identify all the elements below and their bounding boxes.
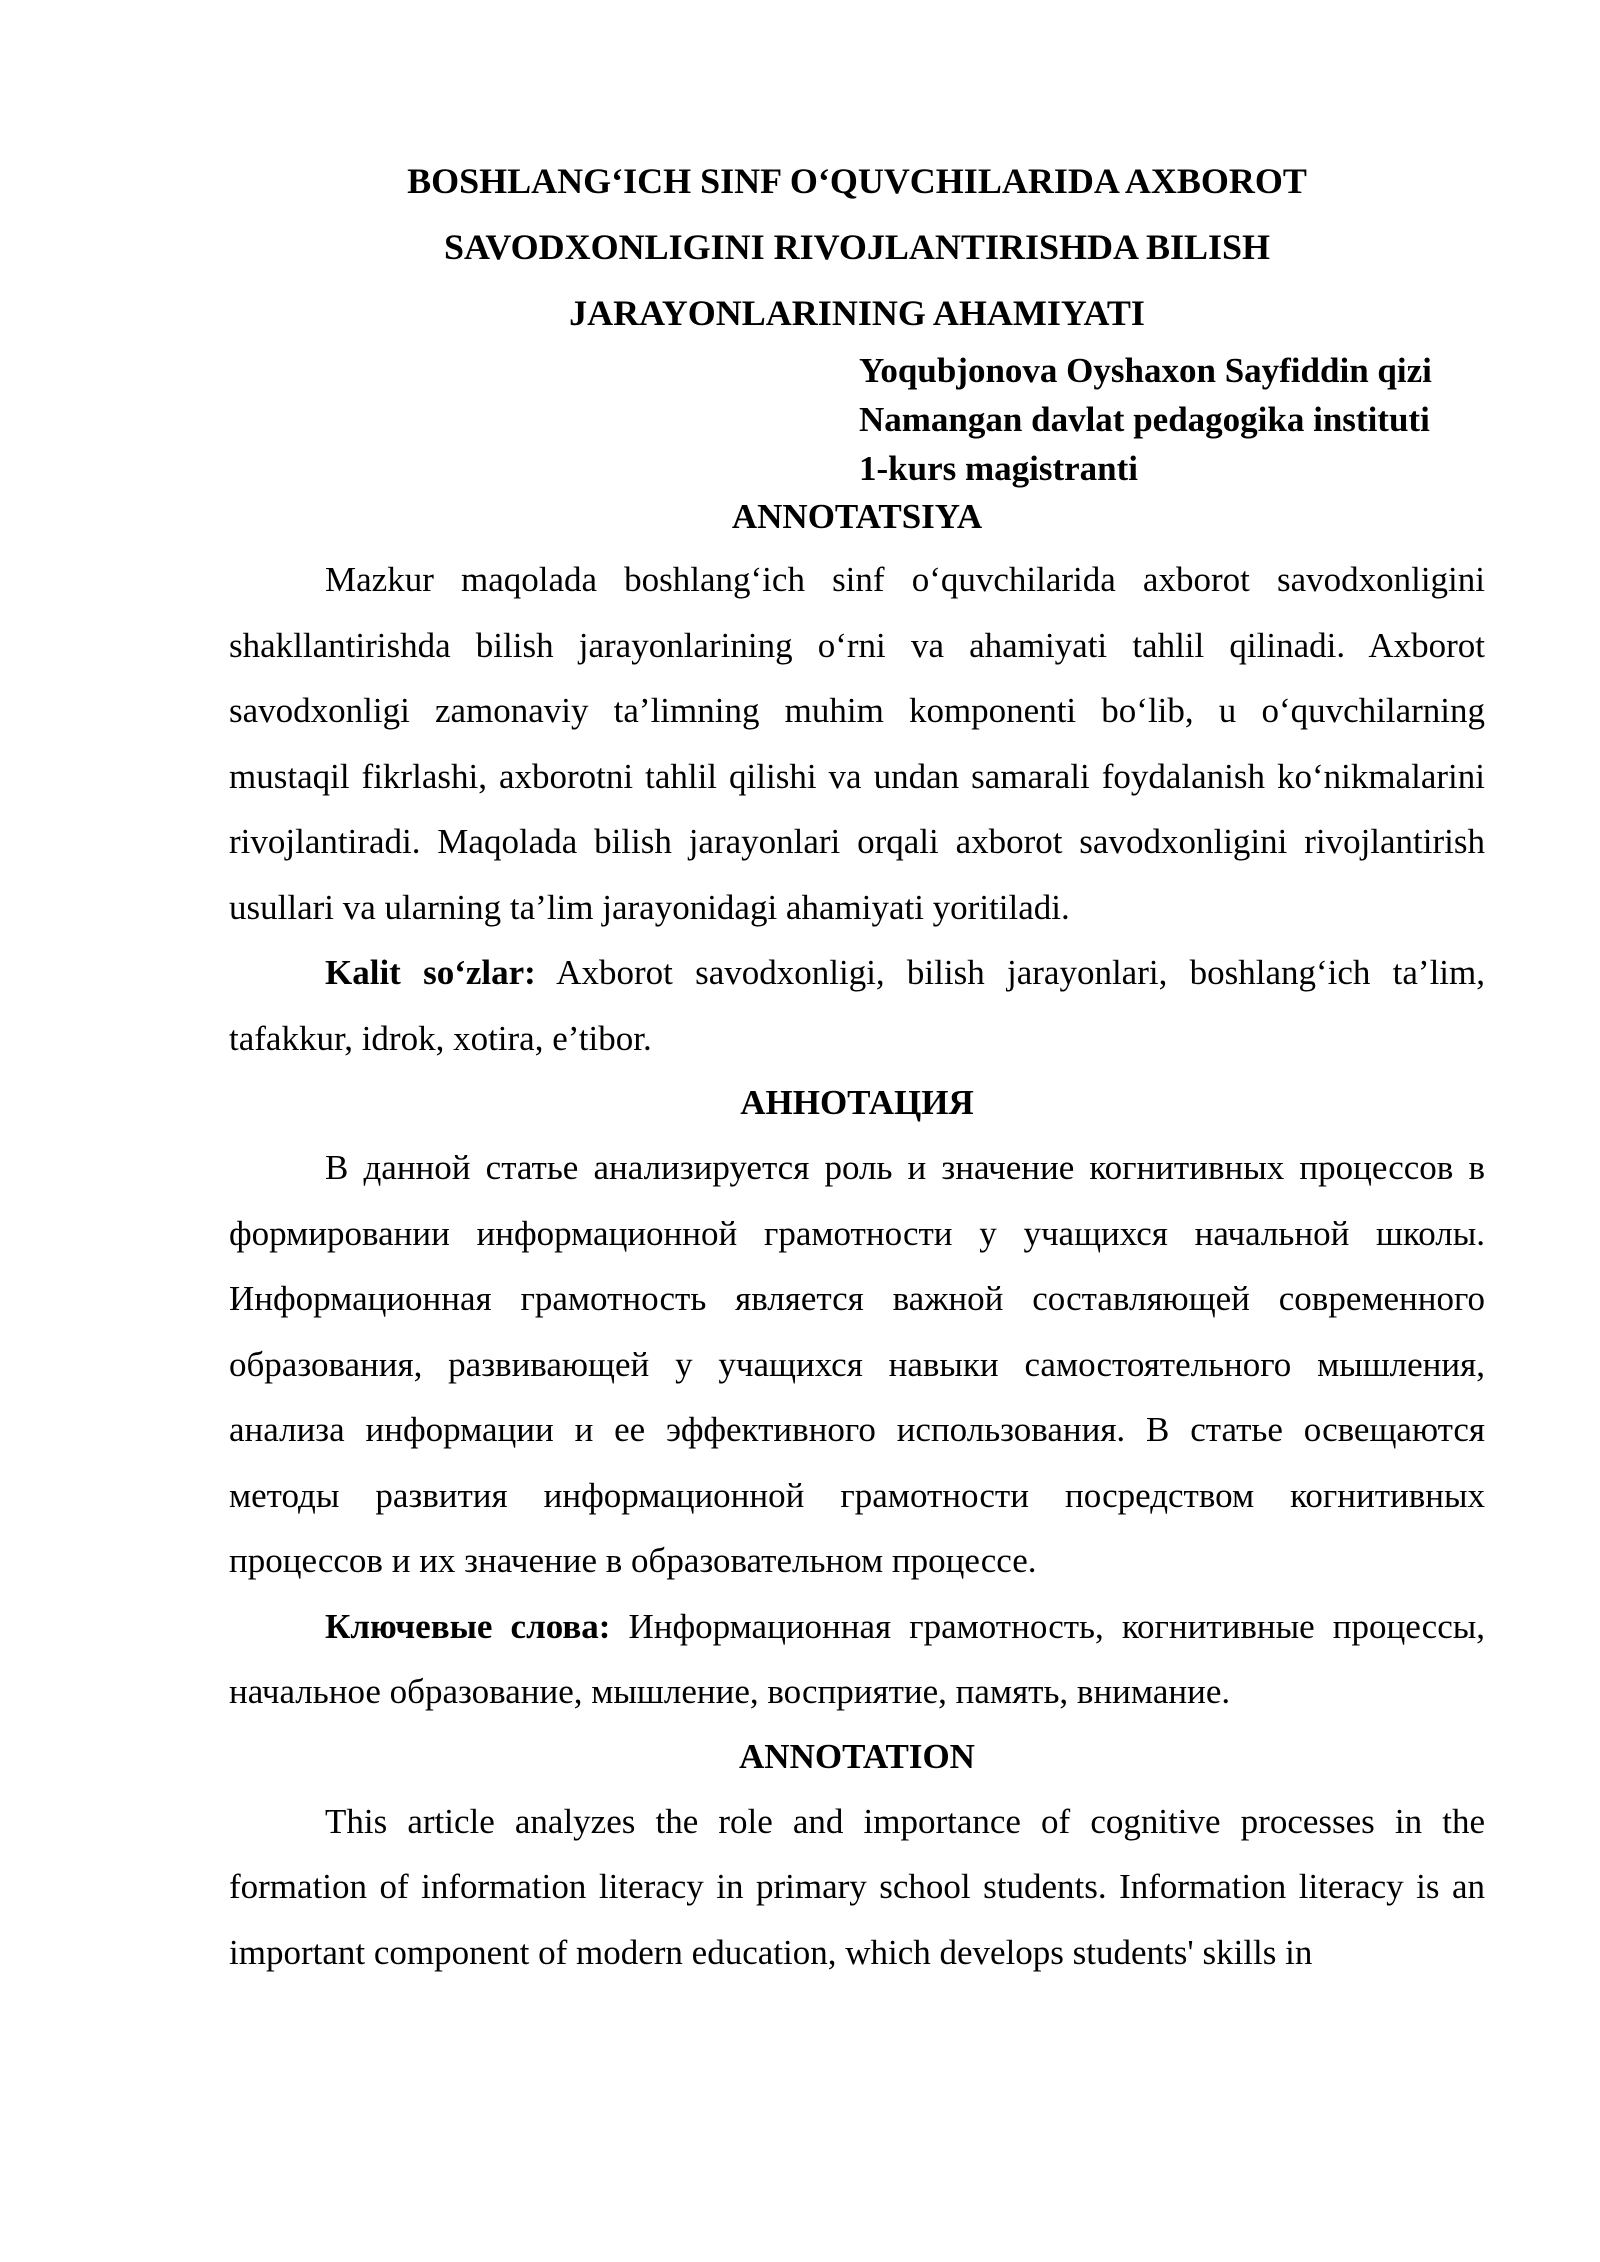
article-title <box>229 148 1485 346</box>
heading-annotatsiya: ANNOTATSIYA <box>731 497 983 536</box>
page-content <box>229 148 1485 1985</box>
abstract-ru: В данной статье анализируется роль и значение когнитивных процессов в формировании информационной грамотности у учащихся начальной школы. Информационная грамотность является важной составляющей современного образования, развивающей у учащихся навыки самостоятельного мышления, анализа информации и ее эффективного использования. В статье освещаются методы развития информационной грамотности посредством когнитивных процессов и их значение в образовательном процессе. <box>229 1148 1485 1580</box>
keywords-uz <box>229 940 1485 1071</box>
heading-annotatsiya-ru: АННОТАЦИЯ <box>740 1083 974 1122</box>
heading-annotation-en: ANNOTATION <box>739 1736 975 1776</box>
author-name: Yoqubjonova Oyshaxon Sayfiddin qizi <box>859 351 1432 390</box>
author-institution: Namangan davlat pedagogika instituti <box>859 400 1430 439</box>
title-line-3: JARAYONLARINING AHAMIYATI <box>569 293 1145 333</box>
keywords-ru <box>229 1594 1485 1725</box>
keywords-label-uz: Kalit so‘zlar: <box>325 953 536 992</box>
keywords-label-ru: Ключевые слова: <box>325 1606 611 1646</box>
title-line-1: BOSHLANG‘ICH SINF O‘QUVCHILARIDA AXBOROT <box>407 161 1307 201</box>
author-status: 1-kurs magistranti <box>859 449 1139 488</box>
abstract-uz: Mazkur maqolada boshlang‘ich sinf o‘quvchilarida axborot savodxonligini shakllantirishda bilish jarayonlarining o‘rni va ahamiyati tahlil qilinadi. Axborot savodxonligi zamonaviy ta’limning muhim komponenti bo‘lib, u o‘quvchilarning mustaqil fikrlashi, axborotni tahlil qilishi va undan samarali foydalanish ko‘nikmalarini rivojlantiradi. Maqolada bilish jarayonlari orqali axborot savodxonligini rivojlantirish usullari va ularning ta’lim jarayonidagi ahamiyati yoritiladi. <box>229 560 1485 927</box>
title-line-2: SAVODXONLIGINI RIVOJLANTIRISHDA BILISH <box>443 227 1271 267</box>
keywords-text-uz: Axborot savodxonligi, bilish jarayonlari, boshlang‘ich ta’lim, tafakkur, idrok, xotira, e’tibor. <box>229 953 1485 1058</box>
keywords-text-ru: Информационная грамотность, когнитивные процессы, начальное образование, мышление, восприятие, память, внимание. <box>229 1606 1485 1711</box>
author-block <box>859 346 1485 493</box>
abstract-en: This article analyzes the role and importance of cognitive processes in the formation of information literacy in primary school students. Information literacy is an important component of modern education, which develops students' skills in <box>229 1801 1485 1972</box>
